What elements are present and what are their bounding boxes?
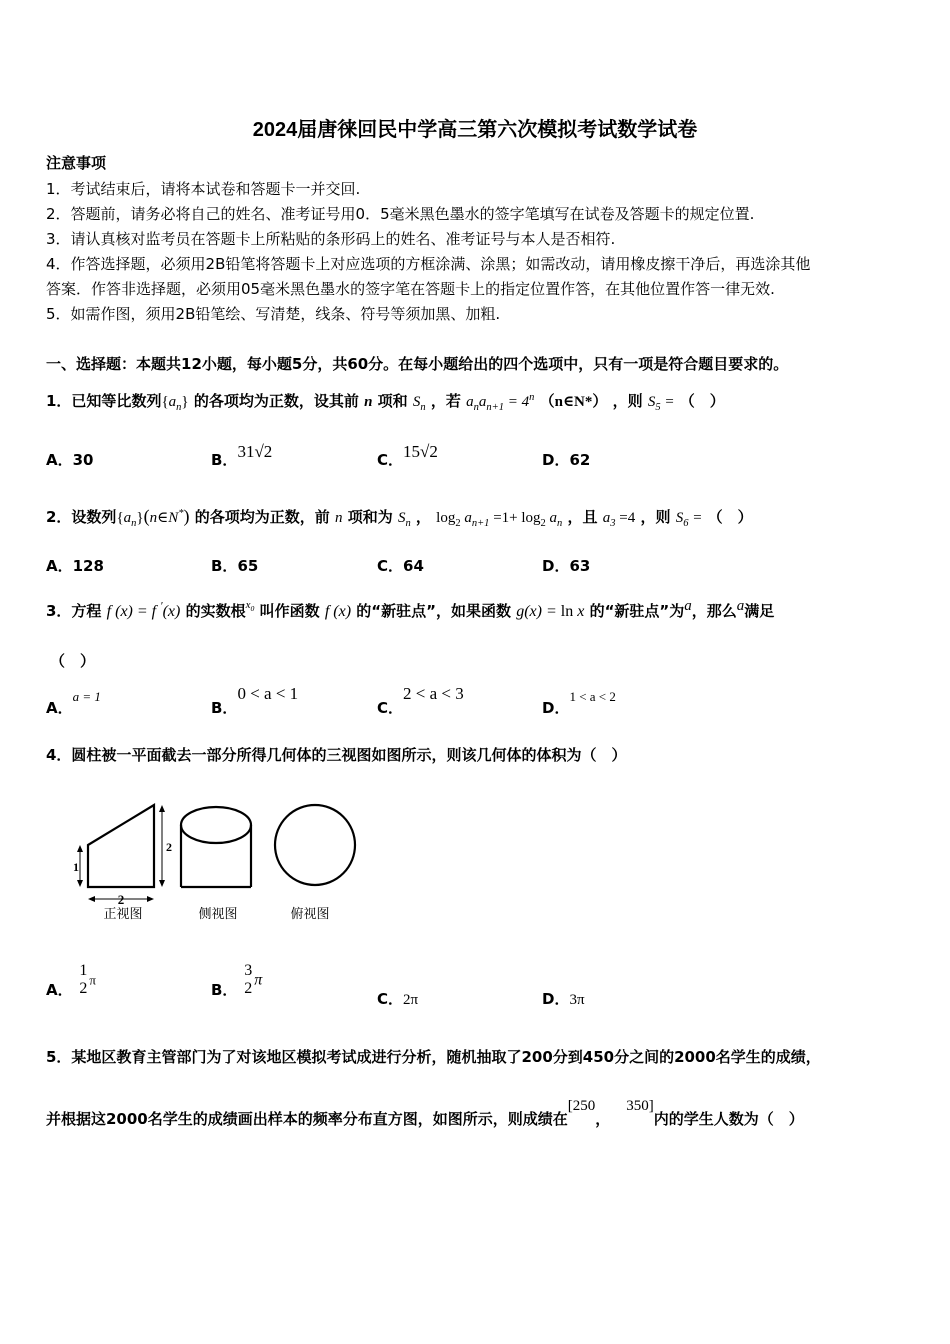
dim-right-label: 2 [166,840,172,854]
option: B．65 [211,557,259,575]
notice-item: 2．答题前，请务必将自己的姓名、准考证号用0．5毫米黑色墨水的签字笔填写在试卷及答题卡的规定位置. [46,205,755,223]
side-view [181,807,251,887]
page-title: 2024届唐徕回民中学高三第六次模拟考试数学试卷 [252,119,698,141]
q1-text: 1．已知等比数列 [46,392,162,410]
option: C．15√2 [377,442,438,469]
q3-text: 叫作函数 [259,602,320,620]
notice-item: 3．请认真核对监考员在答题卡上所粘贴的条形码上的姓名、准考证号与本人是否相符. [46,230,616,248]
q1-text: 的各项均为正数，设其前 [193,392,359,410]
q2-text: （ ） [707,508,753,526]
option: A．a = 1 [46,689,101,717]
q3-text: 的“新驻点”，如果函数 [356,602,511,620]
q1-text: 项和 [377,392,408,410]
option: C．2 < a < 3 [377,684,464,717]
option: A．30 [46,451,94,469]
option: D．3π [542,990,585,1008]
q3-text: 满足 [744,602,775,620]
q2-text: ，则 [640,508,671,526]
top-view-label: 俯视图 [290,907,330,922]
option: A． 1 2 π [46,962,96,999]
front-view [73,805,172,907]
q3-text: 3．方程 [46,602,102,620]
option: A．128 [46,557,104,575]
three-view-figure [70,795,370,930]
q3-text: ，那么 [691,602,737,620]
q3-text: 的实数根 [185,602,246,620]
q3-text: 的“新驻点”为 [589,602,685,620]
option: B．31√2 [211,442,273,469]
option: D．62 [542,451,591,469]
option: B．0 < a < 1 [211,684,299,717]
question-5-line2: 并根据这2000名学生的成绩画出样本的频率分布直方图，如图所示，则成绩在[250，350]内的学生人数为（ ） [46,1098,804,1128]
notice-item: 4．作答选择题，必须用2B铅笔将答题卡上对应选项的方框涂满、涂黑；如需改动，请用橡皮擦干净后，再选涂其他 [46,255,811,273]
q2-text: ，且 [567,508,598,526]
q2-text: ， [415,508,431,526]
question-5-line1: 5．某地区教育主管部门为了对该地区模拟考试成进行分析，随机抽取了200分到450分之间的2000名学生的成绩， [46,1048,821,1066]
q1-text: （ ） [679,392,725,410]
top-view [275,805,355,885]
dim-left-label: 1 [73,860,79,874]
dim-bottom-label: 2 [117,892,125,907]
question-3: 3．方程 f (x) = f ′(x) 的实数根$^{x_0}$ 叫作函数 f (x) 的“新驻点”，如果函数 g(x) = ln x 的“新驻点”为a，那么a满足 [46,598,775,620]
question-2: 2．设数列$\{a_n\}(n\in N^*)$ 的各项均为正数，前 n 项和为 $S_n$ ， $\log_2 a_{n+1} =1+ \log_2 a_n$ ，且 $a_3 =4$ ，则 $S_6$ = （ ） [46,506,753,529]
q2-text: 项和为 [347,508,393,526]
section-heading: 一、选择题：本题共12小题，每小题5分，共60分。在每小题给出的四个选项中，只有一项是符合题目要求的。 [46,355,789,373]
option: C．2π [377,990,419,1008]
notice-item: 答案．作答非选择题，必须用05毫米黑色墨水的签字笔在答题卡上的指定位置作答，在其他位置作答一律无效. [46,280,775,298]
option: D．1 < a < 2 [542,689,616,717]
front-view-label: 正视图 [103,907,143,922]
q1-condition: （n∈N*） [539,394,608,410]
option: D．63 [542,557,591,575]
q3-blank: （ ） [50,652,96,670]
q2-text: 2．设数列 [46,508,117,526]
side-view-label: 侧视图 [198,907,238,922]
notice-item: 1．考试结束后，请将本试卷和答题卡一并交回. [46,180,361,198]
option: B． 3 2 π [211,962,263,999]
question-4: 4．圆柱被一平面截去一部分所得几何体的三视图如图所示，则该几何体的体积为（ ） [46,746,627,764]
question-1: 1．已知等比数列$\{a_n\}$ 的各项均为正数，设其前 n 项和 $S_n$ ，若 $a_na_{n+1} = 4^n$ （n∈N*） ，则 $S_5$ = （ ） [46,392,725,413]
q1-text: ，若 [430,392,461,410]
option: C．64 [377,557,424,575]
notice-heading: 注意事项 [46,154,107,172]
q1-text: ，则 [612,392,643,410]
notice-item: 5．如需作图，须用2B铅笔绘、写清楚，线条、符号等须加黑、加粗. [46,305,501,323]
q2-text: 的各项均为正数，前 [194,508,330,526]
